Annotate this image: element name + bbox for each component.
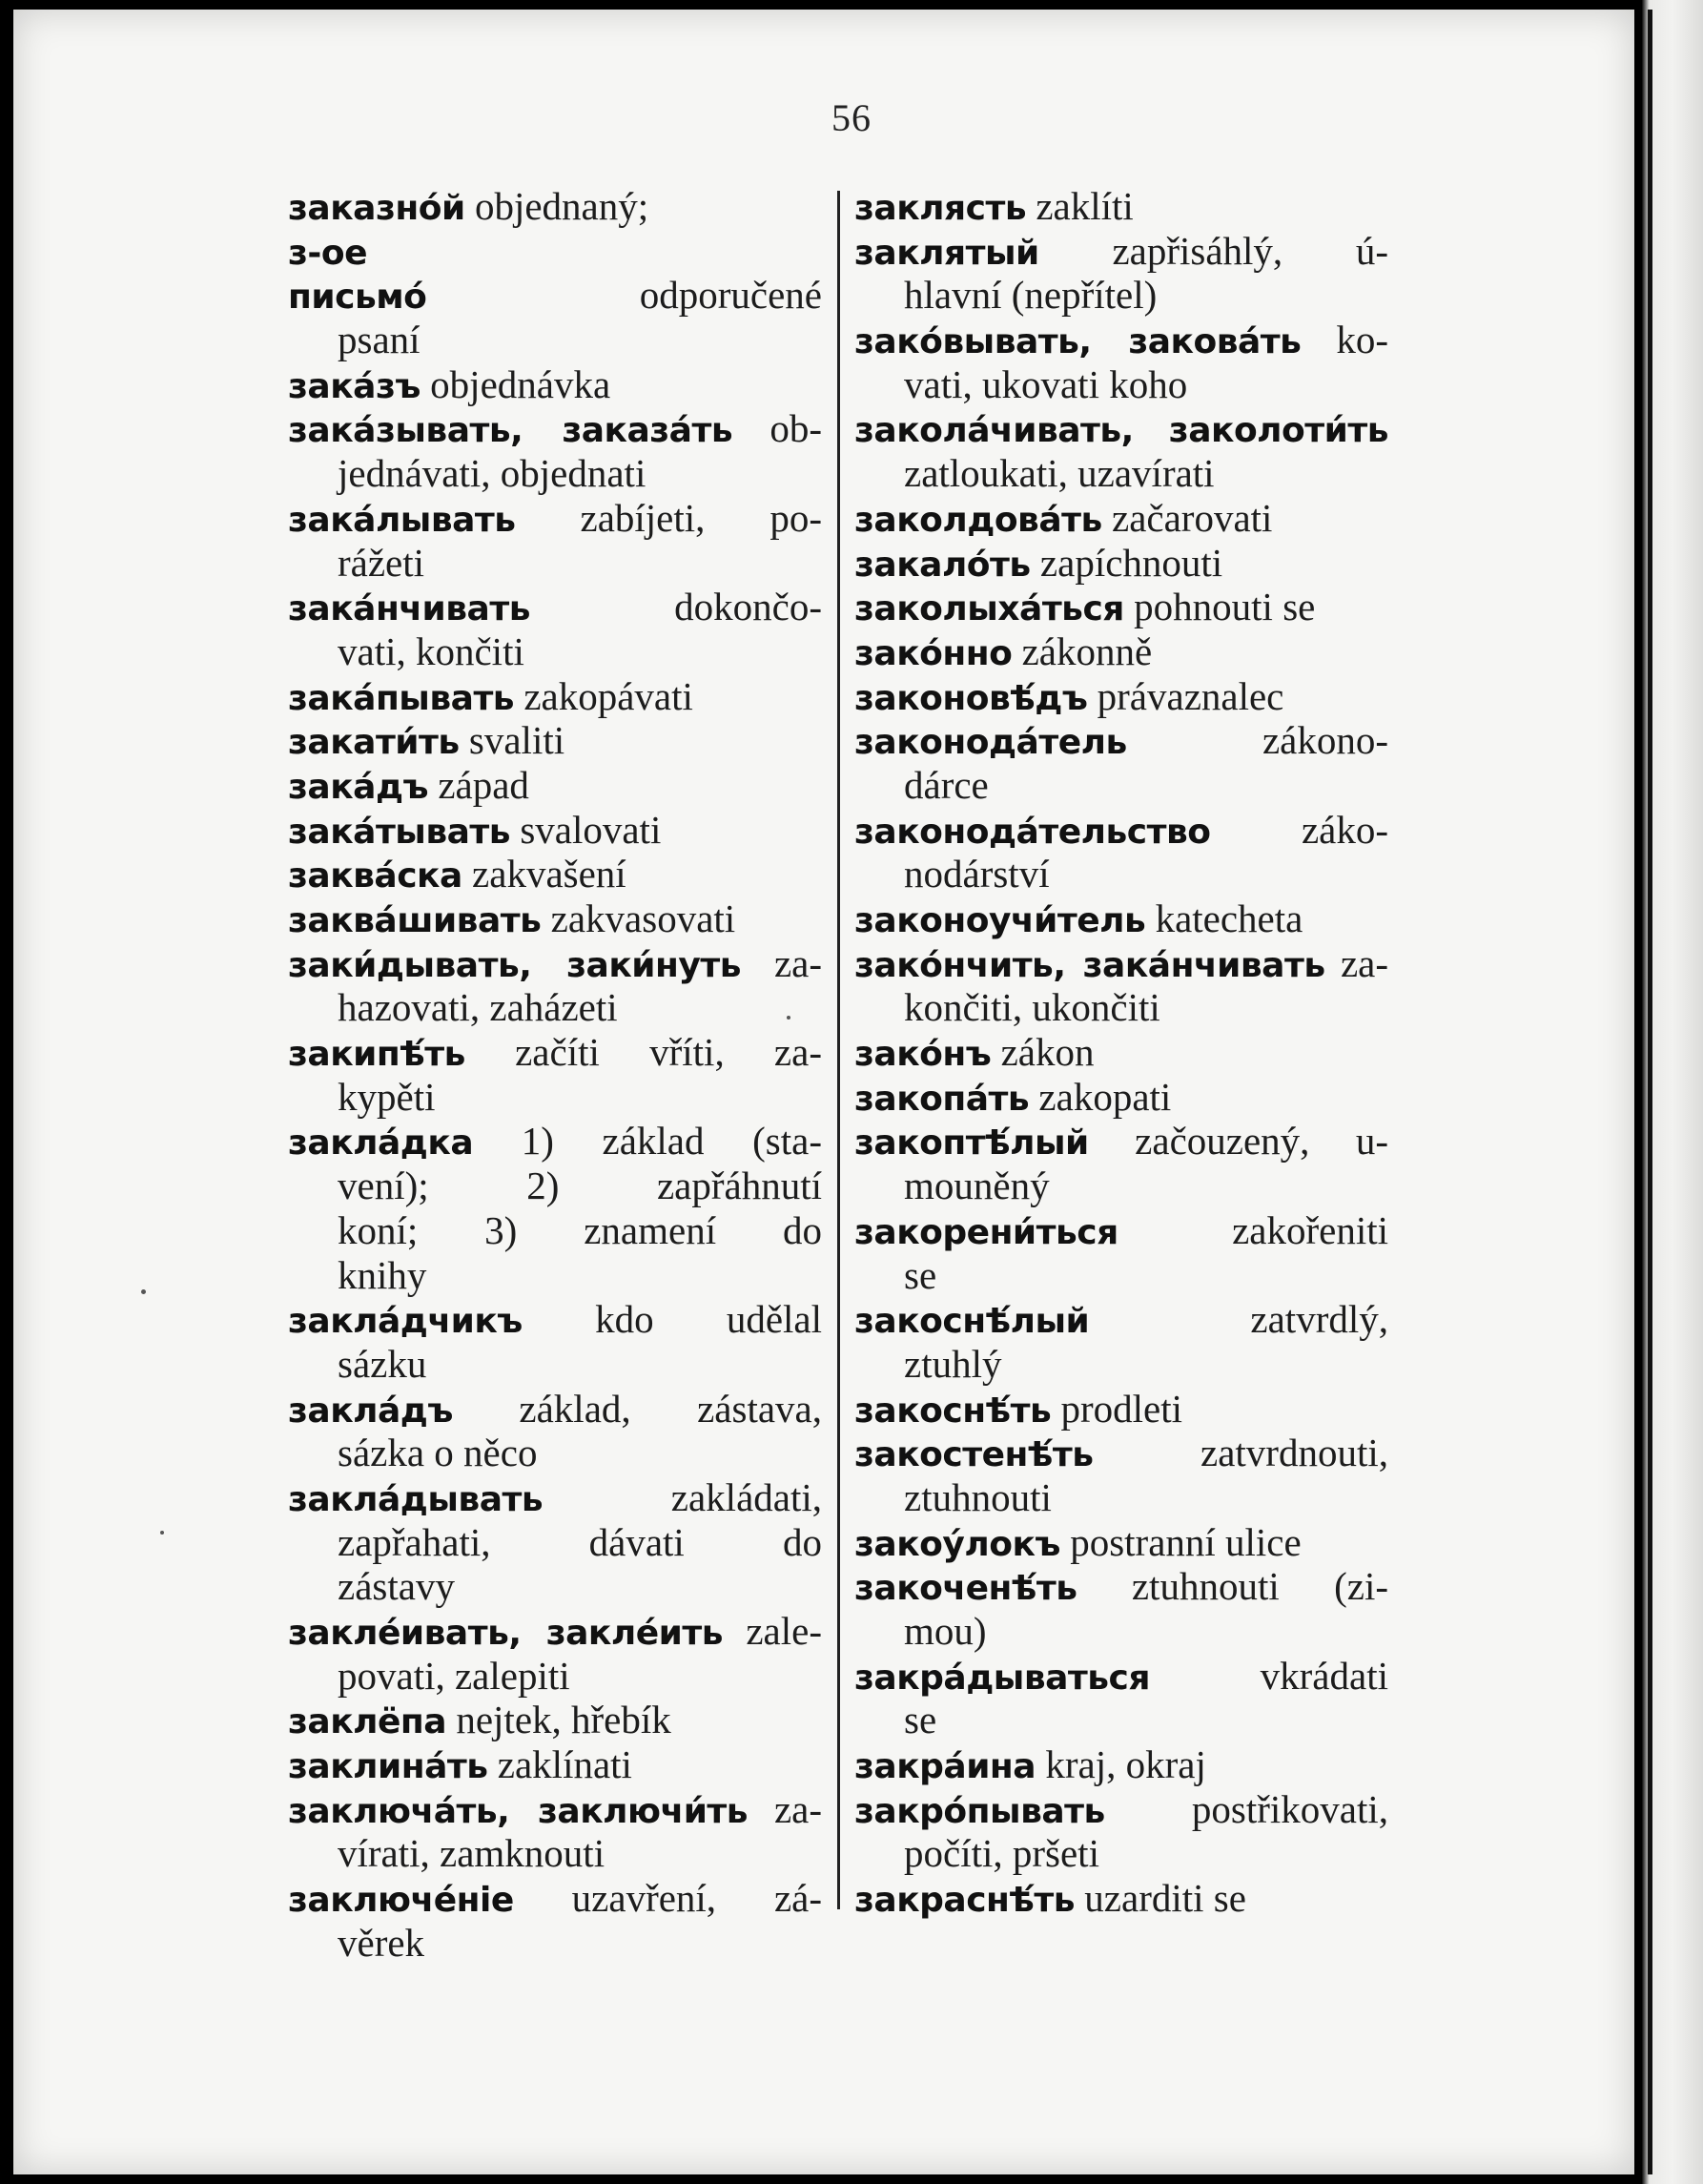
dictionary-entry	[288, 1787, 822, 1832]
translation: ztuhnouti (zi-	[1077, 1564, 1388, 1609]
translation: zapřahati, dávati do	[338, 1519, 822, 1564]
translation: sázku	[338, 1341, 427, 1386]
translation: mouněný	[904, 1164, 1050, 1208]
translation: povati, zalepiti	[338, 1653, 570, 1698]
translation: zaklíti	[1026, 184, 1134, 228]
entry-continuation	[288, 451, 822, 496]
headword: заквáшивать	[288, 901, 542, 940]
entry-continuation	[288, 1253, 822, 1298]
headword: законодáтель	[854, 723, 1127, 763]
translation: ko-	[1301, 318, 1388, 362]
headword: закоснѣ́ть	[854, 1391, 1052, 1431]
translation: zabíjeti, po-	[515, 495, 822, 540]
dictionary-entry	[288, 852, 822, 896]
translation: kdo udělal	[522, 1297, 822, 1342]
translation: zakopávati	[514, 673, 693, 718]
dictionary-entry	[288, 273, 822, 318]
translation: katecheta	[1145, 896, 1303, 940]
entry-continuation	[854, 362, 1388, 407]
dictionary-entry	[854, 629, 1388, 674]
headword: закоснѣ́лый	[854, 1302, 1090, 1342]
headword: заклáдывать	[288, 1479, 544, 1519]
headword: закóнчить, закáнчивать	[854, 945, 1325, 985]
translation: začarovati	[1101, 495, 1273, 540]
headword: заки́дывать, заки́нуть	[288, 945, 741, 985]
headword: заклясть	[854, 189, 1027, 228]
translation: zatvrdnouti,	[1093, 1431, 1388, 1475]
dictionary-entry	[288, 808, 822, 853]
headword: заключáть, заключи́ть	[288, 1791, 749, 1831]
translation: se	[904, 1252, 937, 1297]
headword: закрáдываться	[854, 1658, 1150, 1698]
page-number: 56	[831, 96, 872, 139]
translation: ob-	[732, 406, 822, 451]
headword: законоучи́тель	[854, 901, 1146, 940]
headword: законовѣ́дъ	[854, 678, 1088, 718]
headword: закáдъ	[288, 767, 429, 807]
entry-continuation	[288, 541, 822, 586]
dictionary-entry	[288, 1876, 822, 1921]
translation: zákon	[991, 1030, 1095, 1075]
translation: hazovati, zaházeti	[338, 985, 618, 1030]
headword: закалóть	[854, 545, 1031, 585]
translation: hlavní (nepřítel)	[904, 273, 1158, 318]
dictionary-entry	[854, 184, 1388, 229]
translation: 1) základ (sta-	[473, 1119, 822, 1164]
translation: věrek	[338, 1920, 425, 1965]
dictionary-entry	[288, 496, 822, 541]
headword: заколыхáться	[854, 589, 1124, 629]
translation: zakvasovati	[541, 896, 736, 940]
translation: začíti vříti, za-	[464, 1030, 822, 1075]
translation: zapřisáhlý, ú-	[1038, 228, 1388, 273]
dictionary-entry	[854, 1876, 1388, 1921]
headword: заказнóй	[288, 189, 465, 228]
headword: заклáдка	[288, 1123, 474, 1164]
headword: заклéивать, заклéить	[288, 1614, 723, 1653]
speck	[141, 1289, 146, 1294]
translation: za-	[748, 1786, 822, 1831]
translation: se	[904, 1698, 937, 1742]
translation: vati, ukovati koho	[904, 361, 1188, 406]
headword: заключéніе	[288, 1881, 514, 1921]
headword: закрáина	[854, 1747, 1036, 1787]
entry-continuation	[854, 1831, 1388, 1876]
headword: заклáдчикъ	[288, 1302, 523, 1342]
dictionary-entry	[854, 1119, 1388, 1164]
dictionary-entry	[288, 1475, 822, 1520]
dictionary-entry	[288, 763, 822, 808]
translation: ztuhnouti	[904, 1474, 1052, 1519]
dictionary-entry	[854, 1387, 1388, 1432]
headword: заклятый	[854, 233, 1039, 273]
translation: za-	[1324, 940, 1388, 985]
entry-continuation	[854, 852, 1388, 896]
dictionary-entry	[288, 718, 822, 763]
entry-continuation	[288, 1921, 822, 1966]
translation: dokončo-	[529, 585, 822, 629]
translation: koní; 3) znamení do	[338, 1207, 822, 1252]
translation: mou)	[904, 1609, 987, 1653]
translation: knihy	[338, 1252, 427, 1297]
dictionary-entry	[288, 362, 822, 407]
dictionary-entry	[854, 1742, 1388, 1787]
dictionary-entry	[854, 1787, 1388, 1832]
entry-continuation	[288, 1342, 822, 1387]
headword: закраснѣ́ть	[854, 1881, 1076, 1921]
speck	[787, 1016, 790, 1020]
dictionary-entry	[854, 541, 1388, 586]
dictionary-entry	[854, 1297, 1388, 1342]
translation: zakořeniti	[1118, 1207, 1388, 1252]
dictionary-entry	[854, 1075, 1388, 1120]
translation: objednaný;	[464, 184, 649, 228]
entry-continuation	[854, 1475, 1388, 1520]
translation: zatvrdlý,	[1089, 1297, 1388, 1342]
headword: закопáть	[854, 1079, 1030, 1119]
translation: kraj, okraj	[1036, 1742, 1206, 1787]
translation: objednávka	[420, 361, 611, 406]
translation: záko-	[1210, 807, 1388, 852]
headword: закáзывать, заказáть	[288, 411, 733, 451]
headword: закóвывать, заковáть	[854, 322, 1302, 362]
translation: kypěti	[338, 1074, 436, 1119]
dictionary-entry	[854, 318, 1388, 362]
entry-continuation	[288, 1520, 822, 1565]
entry-continuation	[854, 273, 1388, 318]
translation: vírati, zamknouti	[338, 1831, 605, 1876]
headword: закоченѣ́ть	[854, 1569, 1077, 1609]
dictionary-entry	[288, 1698, 822, 1742]
translation: nodárství	[904, 852, 1050, 896]
translation: vati, končiti	[338, 628, 524, 673]
speck	[160, 1531, 164, 1535]
translation: dárce	[904, 762, 989, 807]
dictionary-entry	[854, 585, 1388, 629]
headword: закáпывать	[288, 678, 515, 718]
translation: zástavy	[338, 1564, 455, 1609]
translation: právaznalec	[1087, 673, 1284, 718]
translation: zatloukati, uzavírati	[904, 451, 1215, 496]
dictionary-entry	[854, 1208, 1388, 1253]
dictionary-entry	[854, 896, 1388, 941]
translation: uzarditi se	[1075, 1876, 1246, 1921]
entry-continuation	[288, 629, 822, 674]
entry-continuation	[288, 1564, 822, 1609]
dictionary-entry	[288, 406, 822, 451]
translation: psaní	[338, 318, 421, 362]
translation: svaliti	[459, 718, 565, 763]
translation: zákonně	[1012, 628, 1153, 673]
translation: sázka o něco	[338, 1431, 538, 1475]
headword: закоýлокъ	[854, 1524, 1060, 1564]
entry-continuation	[854, 1342, 1388, 1387]
left-column	[288, 184, 822, 1966]
translation: zákono-	[1126, 718, 1388, 763]
translation: nejtek, hřebík	[446, 1698, 671, 1742]
dictionary-entry	[288, 1387, 822, 1432]
dictionary-entry	[854, 1520, 1388, 1565]
headword: закáтывать	[288, 812, 511, 852]
dictionary-entry	[854, 808, 1388, 853]
dictionary-entry	[854, 718, 1388, 763]
translation: začouzený, u-	[1088, 1119, 1388, 1164]
dictionary-entry	[288, 941, 822, 986]
dictionary-entry	[288, 896, 822, 941]
translation: prodleti	[1051, 1386, 1182, 1431]
translation: svalovati	[510, 807, 662, 852]
entry-continuation	[854, 1253, 1388, 1298]
entry-continuation	[288, 318, 822, 362]
entry-continuation	[854, 1609, 1388, 1654]
entry-continuation	[854, 763, 1388, 808]
entry-continuation	[288, 1831, 822, 1876]
headword: закáлывать	[288, 500, 516, 540]
page-paper	[13, 10, 1634, 2174]
headword: закáнчивать	[288, 589, 530, 629]
dictionary-entry	[854, 674, 1388, 719]
translation: odporučené	[426, 273, 822, 318]
translation: ztuhlý	[904, 1341, 1002, 1386]
dictionary-entry	[854, 229, 1388, 274]
translation: pohnouti se	[1123, 585, 1316, 629]
entry-continuation	[854, 1698, 1388, 1742]
dictionary-entry	[288, 1609, 822, 1654]
translation: zapíchnouti	[1030, 540, 1223, 585]
dictionary-entry	[854, 1431, 1388, 1475]
translation: vení); 2) zapřáhnutí	[338, 1164, 822, 1208]
column-divider	[837, 191, 840, 1909]
headword: заквáска	[288, 856, 462, 896]
headword: закорени́ться	[854, 1212, 1118, 1252]
headword: закипѣ́ть	[288, 1035, 465, 1075]
headword: письмó	[288, 278, 427, 318]
headword: заклёпа	[288, 1702, 447, 1742]
dictionary-entry	[854, 406, 1388, 451]
headword: законодáтельство	[854, 812, 1211, 852]
translation: postřikovati,	[1104, 1786, 1388, 1831]
headword: закóнно	[854, 633, 1013, 673]
translation: za-	[740, 940, 822, 985]
translation: počíti, pršeti	[904, 1831, 1099, 1876]
translation: západ	[428, 762, 529, 807]
dictionary-entry	[854, 1564, 1388, 1609]
translation: končiti, ukončiti	[904, 985, 1160, 1030]
entry-continuation	[854, 985, 1388, 1030]
entry-continuation	[288, 1164, 822, 1208]
entry-continuation	[288, 1075, 822, 1120]
dictionary-entry	[288, 229, 822, 274]
translation: zakvašení	[462, 852, 626, 896]
translation: jednávati, objednati	[338, 451, 646, 496]
headword: заколдовáть	[854, 500, 1102, 540]
entry-continuation	[288, 1654, 822, 1699]
translation: zakládati,	[543, 1474, 822, 1519]
dictionary-entry	[288, 1119, 822, 1164]
headword: заклáдъ	[288, 1391, 453, 1431]
headword: з-ое	[288, 233, 368, 273]
headword: закóнъ	[854, 1035, 992, 1075]
headword: закостенѣ́ть	[854, 1435, 1094, 1475]
translation: základ, zástava,	[452, 1386, 822, 1431]
translation: zaklínati	[487, 1742, 632, 1787]
headword: закоптѣ́лый	[854, 1123, 1089, 1164]
entry-continuation	[288, 985, 822, 1030]
entry-continuation	[288, 1431, 822, 1475]
headword: заколáчивать, заколоти́ть	[854, 411, 1388, 451]
headword: закати́ть	[288, 723, 460, 763]
headword: закрóпывать	[854, 1791, 1105, 1831]
entry-continuation	[854, 1164, 1388, 1208]
headword: заклинáть	[288, 1747, 488, 1787]
right-column	[854, 184, 1388, 1921]
translation: vkrádati	[1150, 1653, 1388, 1698]
translation: postranní ulice	[1059, 1519, 1302, 1564]
dictionary-entry	[288, 184, 822, 229]
translation: zale-	[722, 1609, 822, 1653]
headword: закáзъ	[288, 366, 421, 406]
dictionary-entry	[288, 674, 822, 719]
dictionary-entry	[288, 585, 822, 629]
dictionary-entry	[288, 1030, 822, 1075]
dictionary-entry	[288, 1742, 822, 1787]
dictionary-entry	[854, 1030, 1388, 1075]
entry-continuation	[854, 451, 1388, 496]
dictionary-entry	[288, 1297, 822, 1342]
dictionary-entry	[854, 941, 1388, 986]
adjacent-page-edge	[1642, 0, 1703, 2184]
dictionary-entry	[854, 496, 1388, 541]
dictionary-entry	[854, 1654, 1388, 1699]
translation: uzavření, zá-	[513, 1876, 822, 1921]
translation: zakopati	[1029, 1074, 1172, 1119]
entry-continuation	[288, 1208, 822, 1253]
translation: rážeti	[338, 540, 425, 585]
